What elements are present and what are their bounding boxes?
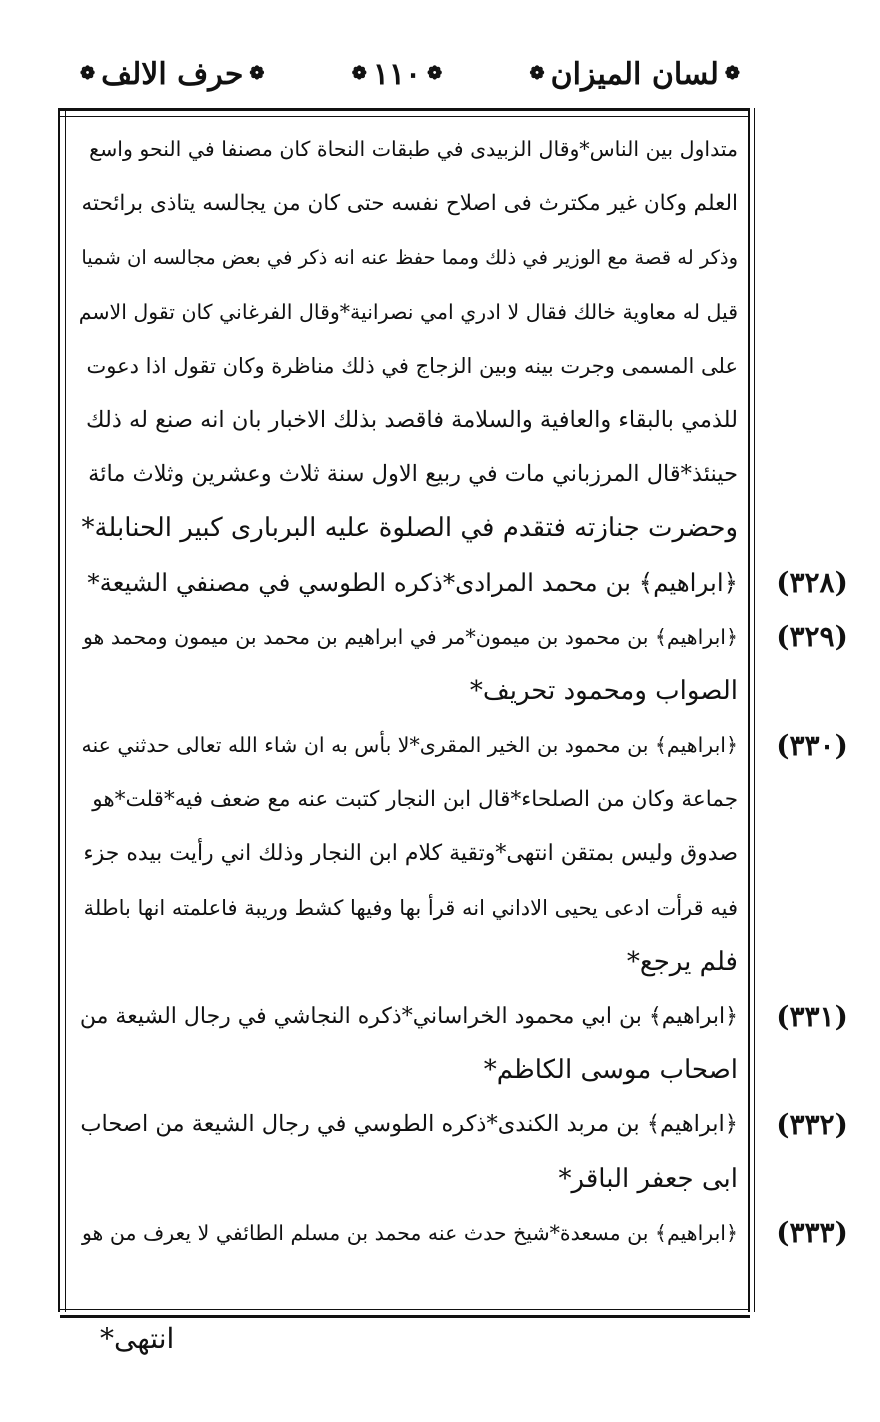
page-number: ١١٠ (372, 56, 422, 92)
entry-number-spacer (762, 664, 862, 718)
entry-number-spacer (762, 1043, 862, 1097)
text-line: صدوق وليس بمتقن انتهى*وتقية كلام ابن النجار وذلك اني رأيت بيده جزء (83, 841, 738, 867)
entry-number-spacer (762, 1152, 862, 1206)
entry-number: (٣٢٨) (776, 566, 848, 600)
text-line: الصواب ومحمود تحريف* (469, 675, 738, 706)
text-line: وحضرت جنازته فتقدم في الصلوة عليه البربارى كبير الحنابلة* (81, 513, 738, 544)
entry-number: (٣٣٣) (776, 1216, 848, 1250)
text-line: العلم وكان غير مكترث فى اصلاح نفسه حتى كان من يجالسه يتاذى برائحته (81, 190, 738, 216)
entry-number-spacer (762, 285, 862, 339)
entry-number-spacer (762, 122, 862, 176)
ornament-icon: ❁ (724, 63, 740, 84)
frame-rule (754, 108, 755, 1312)
text-line: متداول بين الناس*وقال الزبيدى في طبقات النحاة كان مصنفا في النحو واسع (89, 137, 738, 162)
ornament-icon: ❁ (427, 63, 443, 84)
entry-line: ﴿ابراهيم﴾ بن محمود بن ميمون*مر في ابراهيم بن محمد بن ميمون ومحمد هو (82, 624, 738, 649)
entry-number-spacer (762, 339, 862, 393)
ornament-icon: ❁ (351, 63, 367, 84)
footnote: انتهى* (100, 1322, 175, 1355)
text-line: اصحاب موسى الكاظم* (483, 1055, 738, 1086)
text-line: وذكر له قصة مع الوزير في ذلك ومما حفظ عنه انه ذكر في بعض مجالسه ان شميا (81, 245, 738, 269)
entry-number-spacer (762, 881, 862, 935)
ornament-icon: ❁ (249, 63, 265, 84)
entry-number-spacer (762, 447, 862, 501)
entry-number: (٣٢٩) (776, 620, 848, 654)
entry-number-spacer (762, 826, 862, 880)
text-line: ابى جعفر الباقر* (558, 1163, 738, 1194)
chapter-title: حرف الالف (101, 56, 244, 92)
entry-number-spacer (762, 393, 862, 447)
frame-rule (58, 108, 60, 1312)
entry-number-spacer (762, 230, 862, 284)
entry-number-column (762, 122, 862, 1260)
header-book-title (530, 57, 741, 92)
ornament-icon: ❁ (80, 63, 96, 84)
entry-number-spacer (762, 176, 862, 230)
header-page-number (352, 57, 443, 92)
frame-rule (65, 108, 66, 1312)
frame-rule (748, 108, 750, 1312)
entry-line: ﴿ابراهيم﴾ بن محمد المرادى*ذكره الطوسي في مصنفي الشيعة* (87, 568, 738, 598)
entry-number: (٣٣٢) (776, 1107, 848, 1141)
entry-number-spacer (762, 501, 862, 555)
text-line: فيه قرأت ادعى يحيى الاداني انه قرأ بها وفيها كشط وريبة فاعلمته انها باطلة (83, 895, 738, 920)
entry-line: ﴿ابراهيم﴾ بن مسعدة*شيخ حدث عنه محمد بن مسلم الطائفي لا يعرف من هو (81, 1220, 738, 1245)
text-line: حينئذ*قال المرزباني مات في ربيع الاول سنة ثلاث وعشرين وثلاث مائة (88, 461, 738, 488)
book-title: لسان الميزان (550, 56, 719, 92)
header-chapter (80, 57, 264, 92)
ornament-icon: ❁ (529, 63, 545, 84)
entry-number-spacer (762, 772, 862, 826)
text-line: على المسمى وجرت بينه وبين الزجاج في ذلك مناظرة وكان تقول اذا دعوت (86, 353, 738, 378)
entry-line: ﴿ابراهيم﴾ بن ابي محمود الخراساني*ذكره النجاشي في رجال الشيعة من (79, 1003, 738, 1029)
main-text (78, 122, 738, 1260)
entry-line: ﴿ابراهيم﴾ بن مربد الكندى*ذكره الطوسي في رجال الشيعة من اصحاب (80, 1111, 738, 1138)
entry-line: ﴿ابراهيم﴾ بن محمود بن الخير المقرى*لا بأس به ان شاء الله تعالى حدثني عنه (81, 733, 738, 758)
text-line: قيل له معاوية خالك فقال لا ادري امي نصرانية*وقال الفرغاني كان تقول الاسم (78, 299, 738, 324)
text-line: جماعة وكان من الصلحاء*قال ابن النجار كتبت عنه مع ضعف فيه*قلت*هو (92, 786, 738, 812)
entry-number: (٣٣١) (776, 999, 848, 1033)
entry-number: (٣٣٠) (776, 728, 848, 762)
entry-number-spacer (762, 935, 862, 989)
page-header (80, 52, 740, 96)
text-line: للذمي بالبقاء والعافية والسلامة فاقصد بذلك الاخبار بان انه صنع له ذلك (86, 407, 738, 434)
text-line: فلم يرجع* (626, 946, 738, 977)
